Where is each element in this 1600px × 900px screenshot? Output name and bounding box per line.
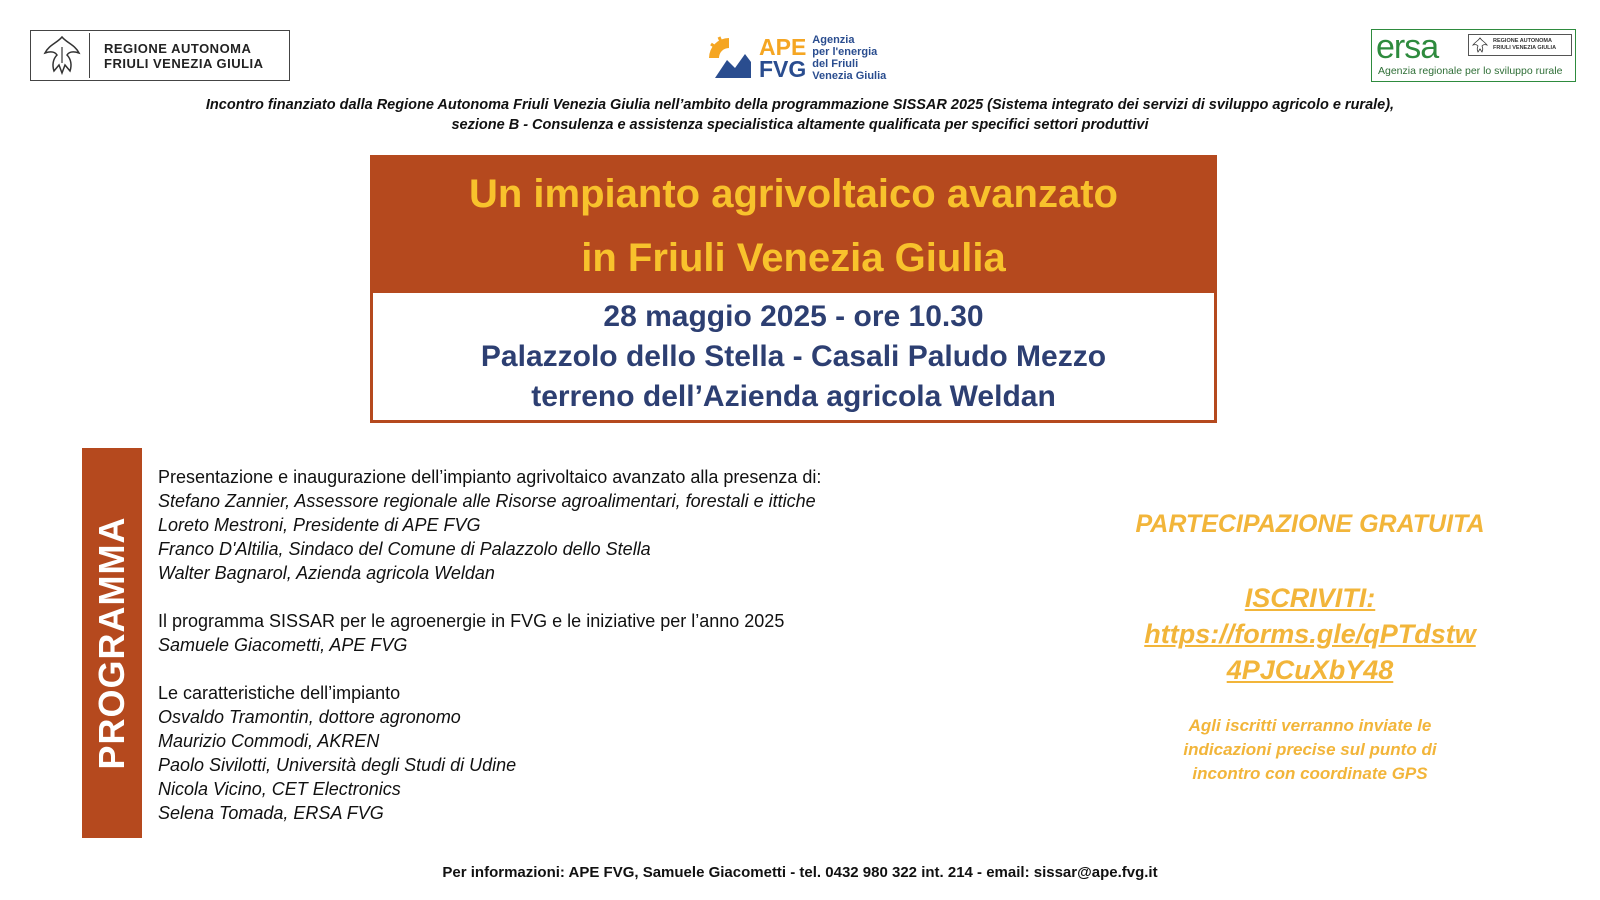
funding-note-line2: sezione B - Consulenza e assistenza specialistica altamente qualificata per specifici settori produttivi [451, 117, 1149, 133]
programma-label: PROGRAMMA [91, 516, 132, 770]
speaker: Maurizio Commodi, AKREN [158, 731, 380, 751]
register-url-part1[interactable]: https://forms.gle/qPTdstw [1144, 619, 1476, 649]
programma-sidebar [82, 448, 142, 838]
ersa-subtitle: Agenzia regionale per lo sviluppo rurale [1378, 65, 1563, 77]
event-title-box [370, 155, 1217, 423]
fvg-word: FVG [759, 56, 807, 82]
ape-word: APE [759, 34, 807, 60]
ersa-reg-line1: REGIONE AUTONOMA [1493, 38, 1552, 44]
contact-footer: Per informazioni: APE FVG, Samuele Giacometti - tel. 0432 980 322 int. 214 - email: sissar@ape.fvg.it [442, 864, 1158, 881]
section-3-heading: Le caratteristiche dell’impianto [158, 683, 401, 703]
event-date: 28 maggio 2025 - ore 10.30 [603, 300, 984, 333]
title-line2: in Friuli Venezia Giulia [581, 236, 1006, 280]
event-info [373, 293, 1214, 417]
funding-note-line1: Incontro finanziato dalla Regione Autonoma Friuli Venezia Giulia nell’ambito della programmazione SISSAR 2025 (Sistema integrato dei servizi di sviluppo agricolo e rurale), [205, 97, 1395, 113]
ape-tag-2: per l'energia [812, 46, 878, 58]
programma-list [158, 465, 918, 825]
registration-link[interactable] [1090, 580, 1530, 688]
ersa-reg-line2: FRIULI VENEZIA GIULIA [1493, 45, 1557, 51]
regione-logo-line1: REGIONE AUTONOMA [104, 40, 252, 56]
regione-fvg-logo [30, 30, 290, 81]
event-site: terreno dell’Azienda agricola Weldan [531, 380, 1056, 413]
free-participation: PARTECIPAZIONE GRATUITA [1135, 510, 1485, 538]
register-cta[interactable]: ISCRIVITI: [1244, 583, 1376, 613]
ersa-logo [1371, 29, 1576, 82]
registration-panel [1090, 508, 1530, 786]
regione-logo-line2: FRIULI VENEZIA GIULIA [104, 55, 264, 71]
eagle-icon [39, 33, 90, 78]
speaker: Osvaldo Tramontin, dottore agronomo [158, 707, 461, 727]
speaker: Samuele Giacometti, APE FVG [158, 635, 408, 655]
gps-note [1090, 714, 1530, 786]
speaker: Nicola Vicino, CET Electronics [158, 779, 401, 799]
speaker: Stefano Zannier, Assessore regionale alle Risorse agroalimentari, forestali e ittiche [158, 491, 816, 511]
gps-note-line2: indicazioni precise sul punto di [1183, 740, 1437, 759]
gps-note-line1: Agli iscritti verranno inviate le [1188, 716, 1432, 735]
ape-sun-icon [705, 34, 755, 82]
speaker: Walter Bagnarol, Azienda agricola Weldan [158, 563, 495, 583]
section-2-heading: Il programma SISSAR per le agroenergie in FVG e le iniziative per l’anno 2025 [158, 611, 785, 631]
mini-eagle-icon [1472, 37, 1488, 53]
ape-tag-4: Venezia Giulia [812, 70, 887, 82]
section-1-heading: Presentazione e inaugurazione dell’impianto agrivoltaico avanzato alla presenza di: [158, 467, 822, 487]
ersa-regione-box [1468, 34, 1572, 56]
funding-note [85, 95, 1515, 135]
event-place: Palazzolo dello Stella - Casali Paludo Mezzo [480, 340, 1107, 373]
speaker: Selena Tomada, ERSA FVG [158, 803, 384, 823]
ersa-word: ersa [1376, 28, 1439, 66]
ape-tag-1: Agenzia [812, 34, 855, 46]
title-line1: Un impianto agrivoltaico avanzato [468, 172, 1118, 216]
speaker: Paolo Sivilotti, Università degli Studi di Udine [158, 755, 517, 775]
ape-tag-3: del Friuli [812, 58, 859, 70]
speaker: Franco D'Altilia, Sindaco del Comune di Palazzolo dello Stella [158, 539, 651, 559]
speaker: Loreto Mestroni, Presidente di APE FVG [158, 515, 481, 535]
gps-note-line3: incontro con coordinate GPS [1192, 764, 1428, 783]
ape-fvg-logo [705, 33, 895, 83]
register-url-part2[interactable]: 4PJCuXbY48 [1226, 655, 1394, 685]
title-band [373, 158, 1214, 293]
